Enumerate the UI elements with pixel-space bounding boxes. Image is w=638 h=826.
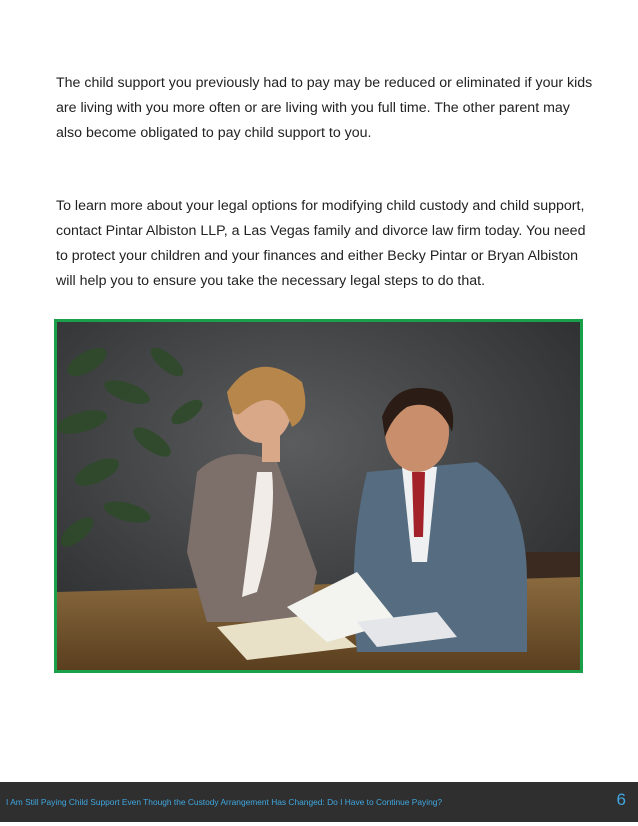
page-footer (0, 782, 638, 822)
lawyers-photo (57, 322, 580, 670)
page-number: 6 (616, 790, 626, 809)
photo-frame (54, 319, 583, 673)
footer-document-title: I Am Still Paying Child Support Even Though the Custody Arrangement Has Changed: Do I Have to Continue Paying? (6, 797, 443, 807)
body-paragraph-2: To learn more about your legal options for modifying child custody and child support, contact Pintar Albiston LLP, a Las Vegas family and divorce law firm today. You need to protect your children and your finances and either Becky Pintar or Bryan Albiston will help you to ensure you take the necessary legal steps to do that. (56, 198, 586, 289)
body-paragraph-1: The child support you previously had to pay may be reduced or eliminated if your kids are living with you more often or are living with you full time. The other parent may also become obligated to pay child support to you. (56, 75, 593, 141)
